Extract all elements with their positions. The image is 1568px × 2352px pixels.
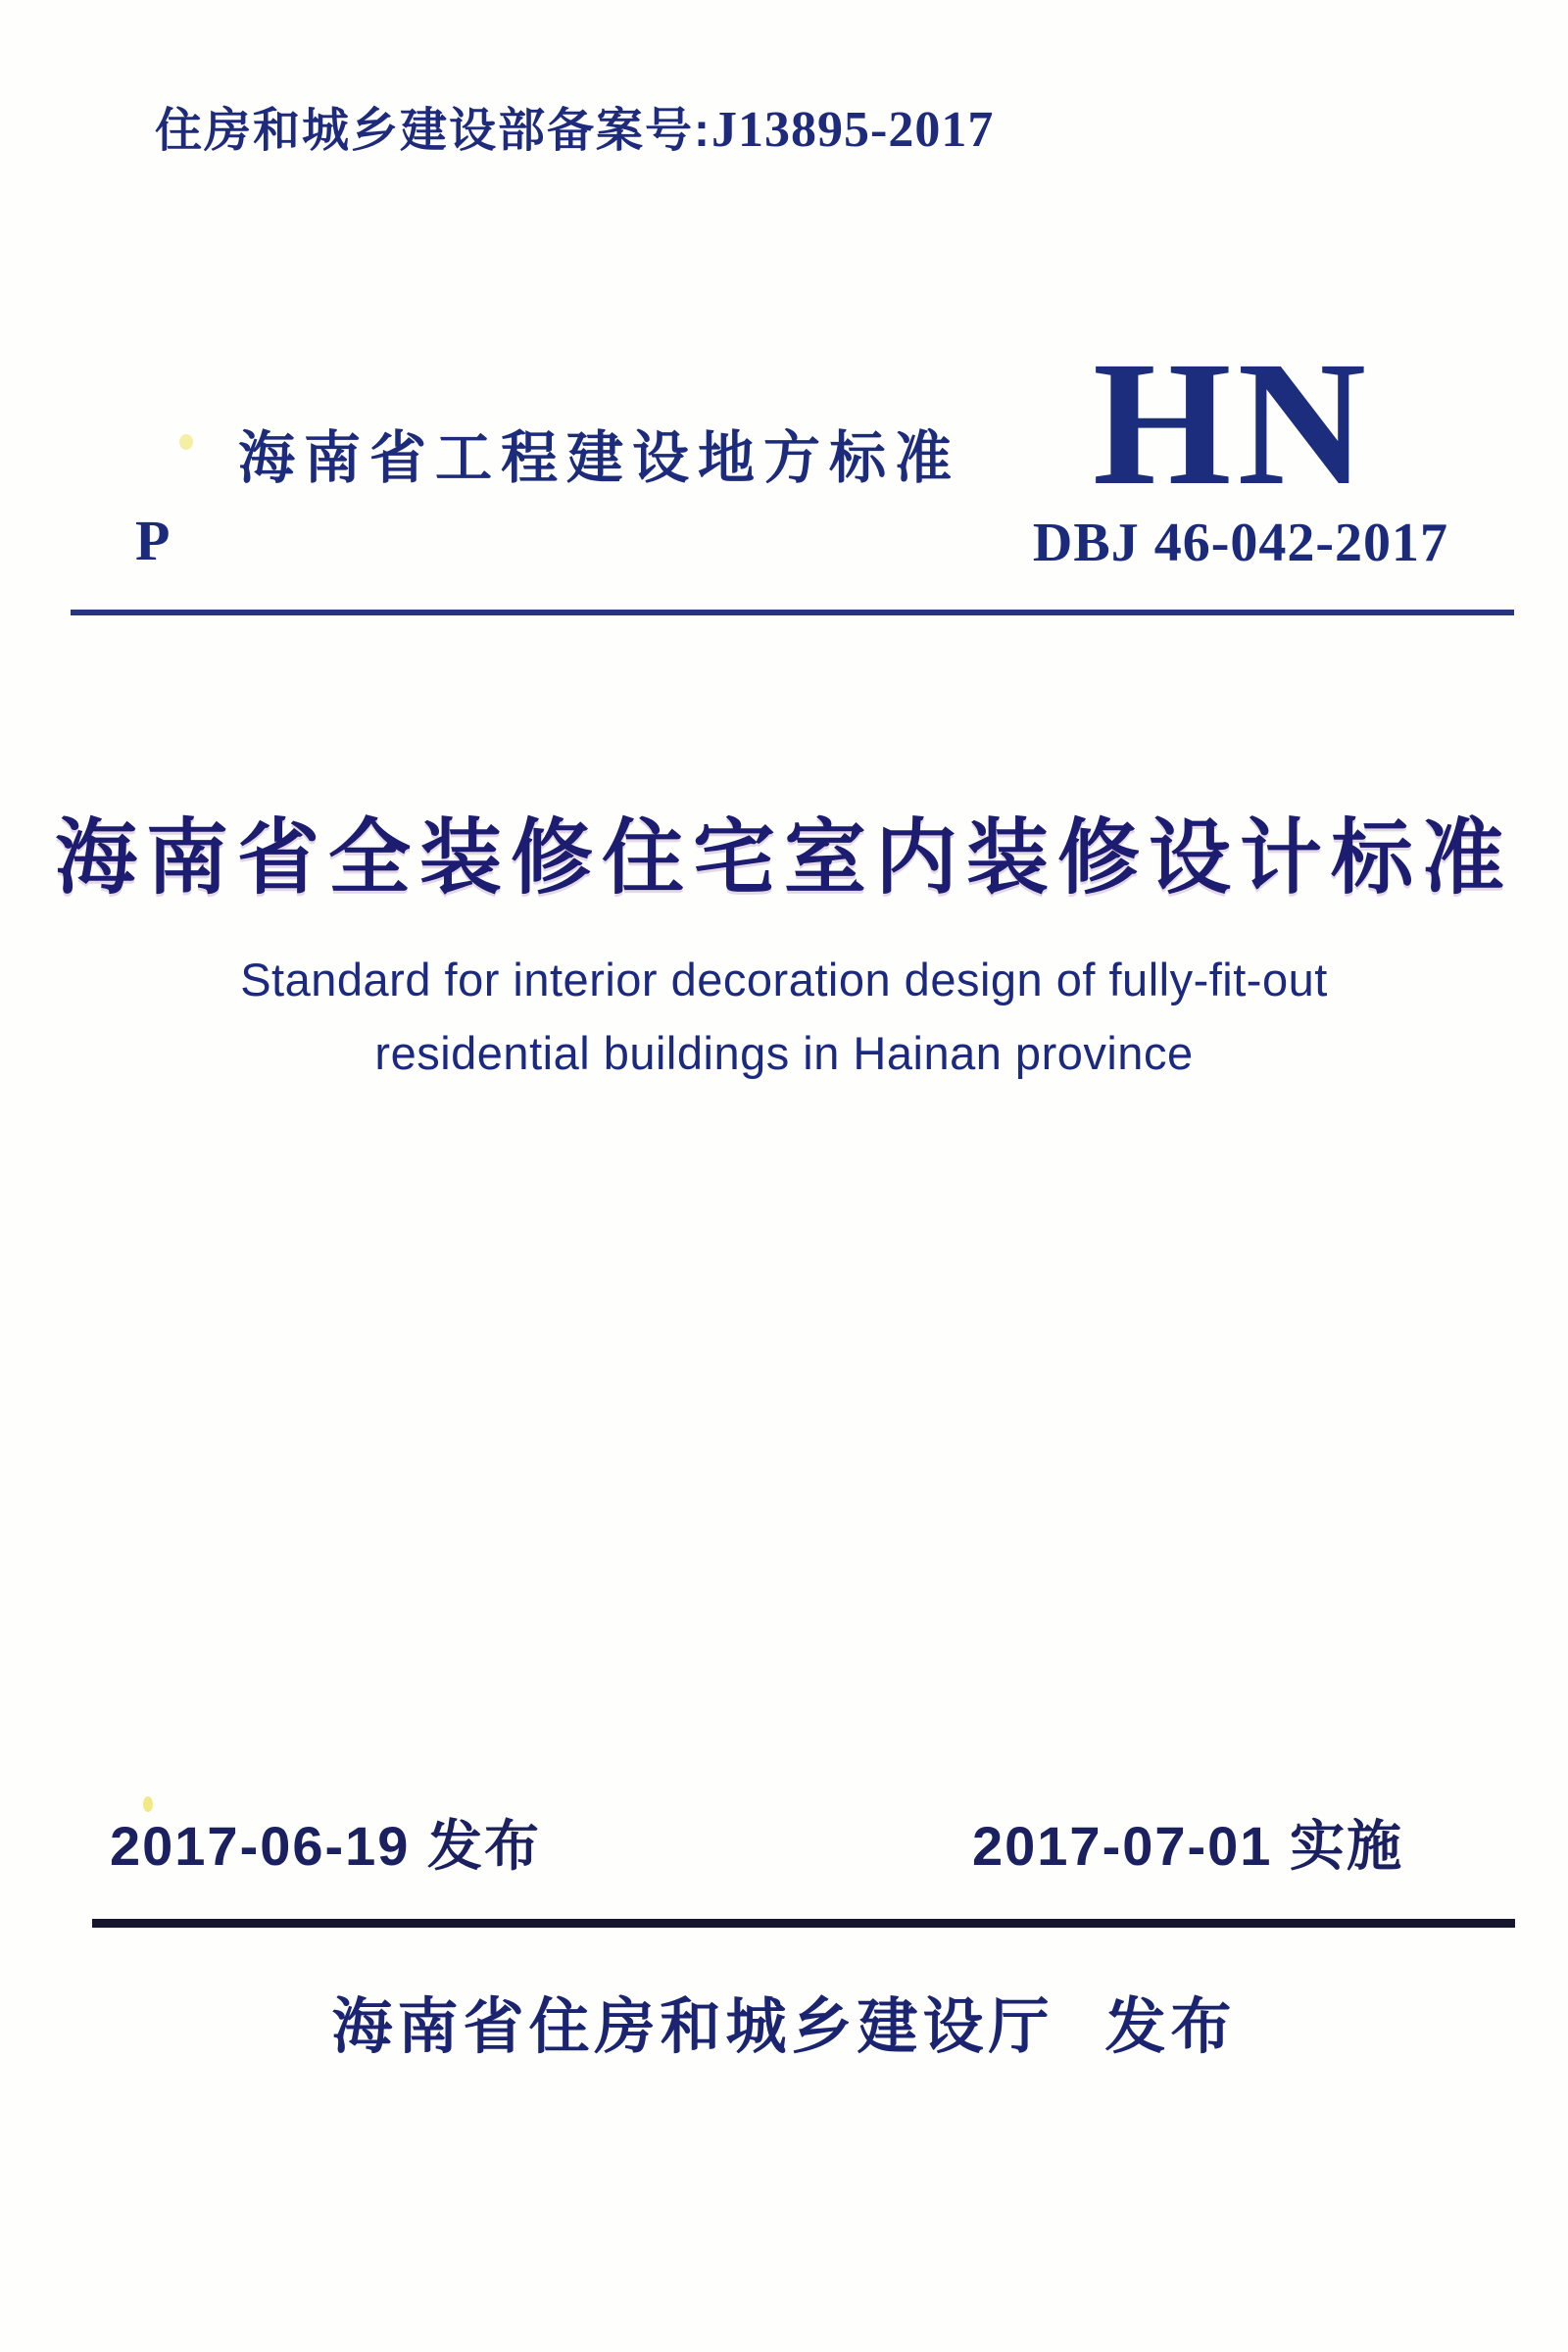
filing-code: J13895-2017 xyxy=(711,102,995,158)
title-english-line2: residential buildings in Hainan province xyxy=(374,1027,1194,1080)
implementation-date: 2017-07-01 xyxy=(971,1815,1273,1877)
title-chinese: 海南省全装修住宅室内装修设计标准 xyxy=(54,811,1513,904)
filing-label: 住房和城乡建设部备案号: xyxy=(155,105,711,157)
issue-date-label: 发布 xyxy=(427,1815,542,1877)
implementation-date-label: 实施 xyxy=(1290,1815,1403,1877)
publisher-line xyxy=(0,1978,1568,2065)
implementation-date-line xyxy=(972,1803,1403,1882)
scan-speck xyxy=(179,434,193,450)
issue-date-line xyxy=(110,1803,541,1882)
issue-date: 2017-06-19 xyxy=(110,1815,411,1877)
title-english xyxy=(0,943,1568,1090)
scan-speck xyxy=(143,1796,153,1812)
header-divider-rule xyxy=(71,610,1514,615)
standard-category: 海南省工程建设地方标准 xyxy=(238,426,961,490)
p-classification-mark: P xyxy=(135,509,171,572)
hn-logo: HN xyxy=(1093,325,1372,522)
publisher-name: 海南省住房和城乡建设厅 xyxy=(331,1993,1054,2061)
title-english-line1: Standard for interior decoration design of fully-fit-out xyxy=(240,954,1328,1005)
standard-code: DBJ 46-042-2017 xyxy=(1032,513,1448,573)
footer-divider-rule xyxy=(92,1919,1515,1928)
publisher-action-label: 发布 xyxy=(1104,1993,1237,2061)
filing-number-line xyxy=(155,102,994,158)
